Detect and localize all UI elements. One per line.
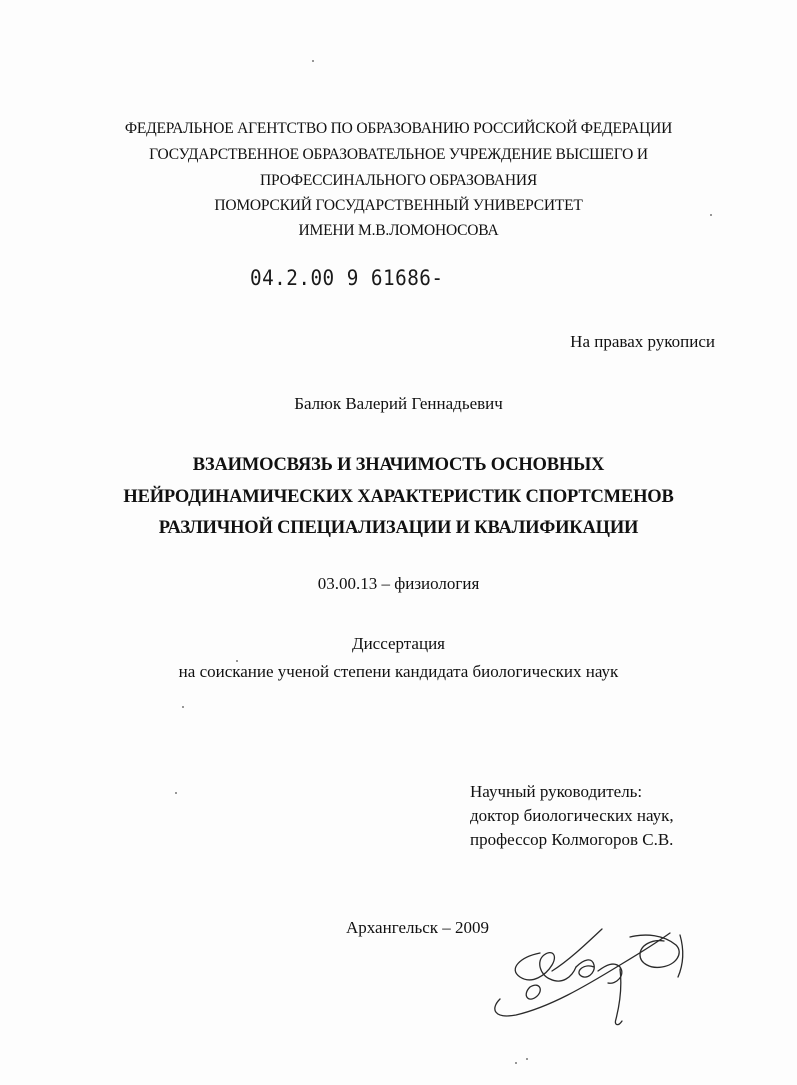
title-line-2: НЕЙРОДИНАМИЧЕСКИХ ХАРАКТЕРИСТИК СПОРТСМЕНОВ bbox=[123, 487, 674, 507]
header-line-institution-type: ГОСУДАРСТВЕННОЕ ОБРАЗОВАТЕЛЬНОЕ УЧРЕЖДЕНИЕ ВЫСШЕГО И bbox=[149, 146, 648, 163]
header-line-education-level: ПРОФЕССИНАЛЬНОГО ОБРАЗОВАНИЯ bbox=[260, 172, 537, 189]
manuscript-note: На правах рукописи bbox=[570, 332, 715, 351]
scan-speck bbox=[312, 60, 314, 62]
title-line-1: ВЗАИМОСВЯЗЬ И ЗНАЧИМОСТЬ ОСНОВНЫХ bbox=[192, 455, 605, 475]
title-line-3: РАЗЛИЧНОЙ СПЕЦИАЛИЗАЦИИ И КВАЛИФИКАЦИИ bbox=[158, 518, 639, 538]
scan-speck bbox=[526, 1058, 528, 1060]
degree-description: на соискание ученой степени кандидата биологических наук bbox=[178, 662, 619, 681]
handwritten-signature bbox=[480, 915, 700, 1035]
scan-speck bbox=[515, 1062, 517, 1064]
city-year: Архангельск – 2009 bbox=[346, 918, 490, 937]
header-line-university: ПОМОРСКИЙ ГОСУДАРСТВЕННЫЙ УНИВЕРСИТЕТ bbox=[214, 197, 583, 214]
author-name: Балюк Валерий Геннадьевич bbox=[294, 394, 503, 413]
supervisor-heading: Научный руководитель: bbox=[470, 782, 643, 801]
header-line-named-after: ИМЕНИ М.В.ЛОМОНОСОВА bbox=[298, 222, 499, 239]
header-line-agency: ФЕДЕРАЛЬНОЕ АГЕНТСТВО ПО ОБРАЗОВАНИЮ РОССИЙСКОЙ ФЕДЕРАЦИИ bbox=[124, 120, 673, 137]
scan-speck bbox=[236, 660, 238, 662]
specialty-code: 03.00.13 – физиология bbox=[317, 574, 480, 593]
document-type: Диссертация bbox=[351, 634, 445, 653]
supervisor-name: профессор Колмогоров С.В. bbox=[470, 830, 674, 849]
scan-speck bbox=[182, 706, 184, 708]
scan-speck bbox=[710, 214, 712, 216]
registration-stamp: 04.2.00 9 61686- bbox=[250, 266, 444, 290]
scan-speck bbox=[175, 792, 177, 794]
supervisor-degree: доктор биологических наук, bbox=[470, 806, 674, 825]
